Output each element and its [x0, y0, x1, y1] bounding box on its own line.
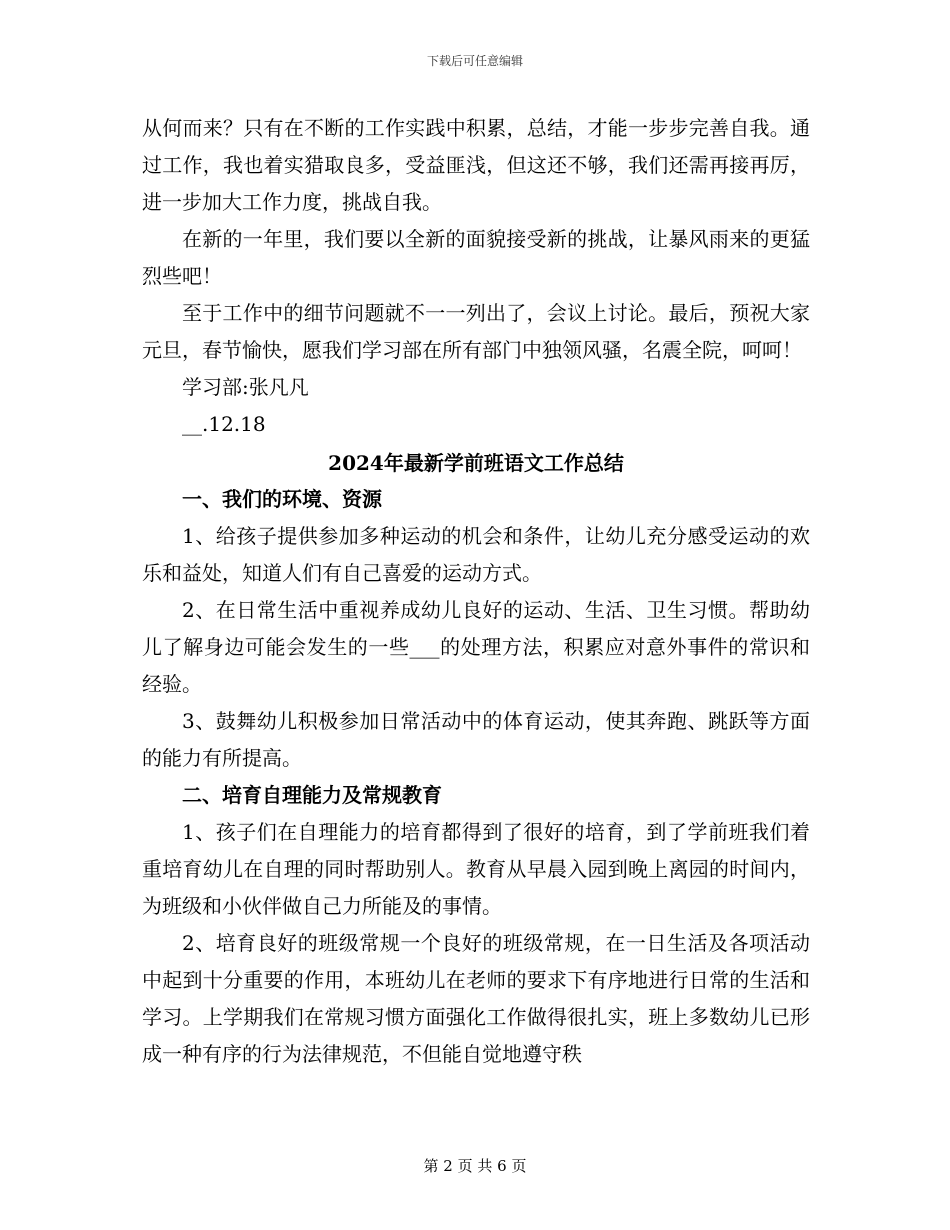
paragraph: 2、在日常生活中重视养成幼儿良好的运动、生活、卫生习惯。帮助幼儿了解身边可能会发生的一些___的处理方法，积累应对意外事件的常识和经验。 [142, 598, 810, 696]
section-heading: 一、我们的环境、资源 [182, 487, 382, 511]
paragraph: 1、孩子们在自理能力的培育都得到了很好的培育，到了学前班我们着重培育幼儿在自理的同时帮助别人。教育从早晨入园到晚上离园的时间内，为班级和小伙伴做自己力所能及的事情。 [142, 820, 810, 918]
signature-date: __.12.18 [182, 412, 266, 436]
page-header: 下载后可任意编辑 [426, 54, 523, 68]
signature-department: 学习部:张凡凡 [182, 375, 309, 399]
document-title: 2024年最新学前班语文工作总结 [328, 451, 624, 475]
paragraph: 2、培育良好的班级常规一个良好的班级常规，在一日生活及各项活动中起到十分重要的作用，本班幼儿在老师的要求下有序地进行日常的生活和学习。上学期我们在常规习惯方面强化工作做得很扎实，班上多数幼儿已形成一种有序的行为法律规范，不但能自觉地遵守秩 [142, 931, 810, 1066]
paragraph: 1、给孩子提供参加多种运动的机会和条件，让幼儿充分感受运动的欢乐和益处，知道人们有自己喜爱的运动方式。 [142, 524, 810, 585]
paragraph: 至于工作中的细节问题就不一一列出了，会议上讨论。最后，预祝大家元旦，春节愉快，愿我们学习部在所有部门中独领风骚，名震全院，呵呵！ [142, 301, 810, 362]
paragraph: 从何而来？只有在不断的工作实践中积累，总结，才能一步步完善自我。通过工作，我也着实猎取良多，受益匪浅，但这还不够，我们还需再接再厉，进一步加大工作力度，挑战自我。 [142, 116, 810, 214]
document-body [142, 110, 810, 1073]
paragraph: 在新的一年里，我们要以全新的面貌接受新的挑战，让暴风雨来的更猛烈些吧！ [142, 227, 810, 288]
page-footer: 第 2 页 共 6 页 [423, 1157, 527, 1175]
paragraph: 3、鼓舞幼儿积极参加日常活动中的体育运动，使其奔跑、跳跃等方面的能力有所提高。 [142, 709, 810, 770]
section-heading: 二、培育自理能力及常规教育 [182, 783, 442, 807]
